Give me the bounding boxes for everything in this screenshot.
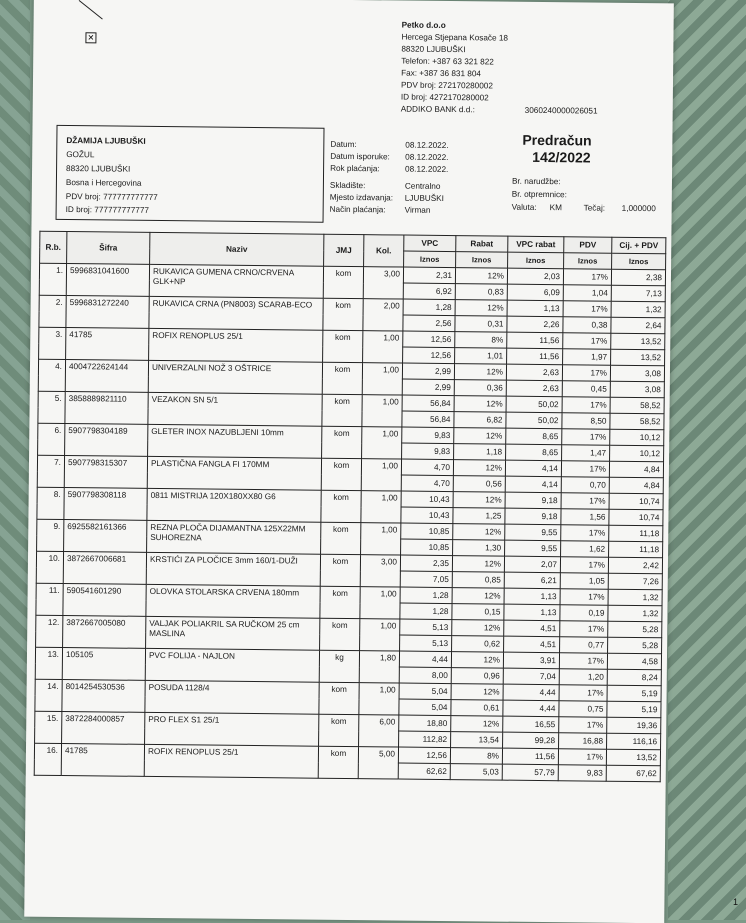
row-vpc-rabat-unit: 4,14 <box>505 460 561 477</box>
header-rabat: Rabat <box>456 236 508 253</box>
row-pdv-total: 1,05 <box>560 573 608 590</box>
row-pdv-total: 0,45 <box>562 381 610 398</box>
row-rabat-total: 1,18 <box>454 444 506 461</box>
row-rabat-total: 1,25 <box>453 508 505 525</box>
row-rabat-pct: 12% <box>452 620 504 637</box>
row-naziv: PRO FLEX S1 25/1 <box>145 712 319 746</box>
subheader-vpc-rabat: Iznos <box>508 252 564 269</box>
row-number: 2. <box>39 295 66 327</box>
row-vpc-unit: 2,35 <box>400 555 452 572</box>
row-rabat-pct: 12% <box>455 300 507 317</box>
seller-address: Hercega Stjepana Kosače 18 <box>401 32 509 43</box>
row-pdv-pct: 17% <box>558 749 606 766</box>
row-cij-pdv-unit: 13,52 <box>611 333 665 350</box>
row-cij-pdv-unit: 4,58 <box>607 653 661 670</box>
skladiste-value: Centralno <box>404 181 441 191</box>
row-vpc-rabat-unit: 11,56 <box>502 748 558 765</box>
row-kol: 1,00 <box>362 395 402 427</box>
row-rabat-pct: 12% <box>452 588 504 605</box>
row-kol: 6,00 <box>359 715 399 747</box>
row-sifra: 5996831041600 <box>66 264 149 297</box>
row-kol: 3,00 <box>363 267 403 299</box>
row-vpc-unit: 10,43 <box>401 491 453 508</box>
row-sifra: 5907798308118 <box>64 488 147 521</box>
header-vpc-rabat: VPC rabat <box>508 236 564 253</box>
row-pdv-pct: 17% <box>559 653 607 670</box>
row-pdv-pct: 17% <box>561 525 609 542</box>
row-sifra: 5907798304189 <box>65 424 148 457</box>
row-vpc-rabat-unit: 1,13 <box>507 300 563 317</box>
row-jmj: kom <box>320 618 360 650</box>
row-rabat-pct: 8% <box>455 332 507 349</box>
document-title: Predračun <box>522 131 592 149</box>
row-vpc-unit: 1,28 <box>403 299 455 316</box>
row-vpc-total: 112,82 <box>399 731 451 748</box>
header-naziv: Naziv <box>150 232 324 266</box>
row-cij-pdv-unit: 2,38 <box>611 269 665 286</box>
row-cij-pdv-unit: 3,08 <box>610 365 664 382</box>
row-jmj: kom <box>320 586 360 618</box>
header-rb: R.b. <box>40 231 67 263</box>
row-pdv-pct: 17% <box>559 685 607 702</box>
row-vpc-unit: 4,70 <box>401 459 453 476</box>
row-kol: 1,80 <box>359 651 399 683</box>
header-kol: Kol. <box>364 235 404 267</box>
header-cij-pdv: Cij. + PDV <box>612 237 666 254</box>
row-sifra: 6925582161366 <box>64 520 147 553</box>
row-kol: 1,00 <box>360 587 400 619</box>
row-vpc-unit: 12,56 <box>398 747 450 764</box>
bank-label: ADDIKO BANK d.d.: <box>400 104 475 115</box>
row-vpc-rabat-total: 7,04 <box>503 668 559 685</box>
row-pdv-pct: 17% <box>559 717 607 734</box>
row-jmj: kom <box>321 522 361 554</box>
mjesto-value: LJUBUŠKI <box>404 193 444 203</box>
row-jmj: kom <box>320 554 360 586</box>
row-pdv-total: 0,19 <box>560 605 608 622</box>
header-pdv: PDV <box>564 237 612 254</box>
narudzbe-label: Br. narudžbe: <box>511 176 561 187</box>
row-sifra: 3872667005080 <box>63 616 146 649</box>
tecaj-label: Tečaj: <box>583 203 606 213</box>
row-rabat-total: 0,85 <box>452 572 504 589</box>
bank-account: 3060240000026051 <box>524 105 598 116</box>
row-vpc-unit: 2,99 <box>402 363 454 380</box>
row-number: 13. <box>35 647 62 679</box>
row-pdv-total: 0,38 <box>563 317 611 334</box>
row-rabat-pct: 12% <box>454 396 506 413</box>
row-naziv: GLETER INOX NAZUBLJENI 10mm <box>148 424 322 458</box>
row-pdv-pct: 17% <box>563 301 611 318</box>
row-number: 12. <box>36 615 63 647</box>
row-number: 16. <box>34 743 61 775</box>
row-naziv: RUKAVICA GUMENA CRNO/CRVENA GLK+NP <box>149 264 323 298</box>
row-vpc-rabat-unit: 11,56 <box>507 332 563 349</box>
datum-label: Datum: <box>330 139 357 150</box>
subheader-rabat: Iznos <box>456 252 508 269</box>
row-cij-pdv-total: 1,32 <box>608 605 662 622</box>
row-kol: 5,00 <box>358 747 398 779</box>
row-rabat-pct: 12% <box>455 268 507 285</box>
row-vpc-total: 1,28 <box>400 603 452 620</box>
row-kol: 1,00 <box>361 459 401 491</box>
isporuka-label: Datum isporuke: <box>330 151 390 162</box>
row-vpc-rabat-total: 99,28 <box>503 732 559 749</box>
row-naziv: RUKAVICA CRNA (PN8003) SCARAB-ECO <box>149 296 323 330</box>
row-rabat-pct: 12% <box>454 428 506 445</box>
row-cij-pdv-total: 5,28 <box>608 637 662 654</box>
subheader-pdv: Iznos <box>564 253 612 270</box>
row-number: 15. <box>35 711 62 743</box>
row-naziv: PVC FOLIJA - NAJLON <box>145 648 319 682</box>
row-pdv-total: 9,83 <box>558 765 606 782</box>
row-vpc-unit: 12,56 <box>403 331 455 348</box>
row-kol: 1,00 <box>361 523 401 555</box>
row-vpc-total: 9,83 <box>402 443 454 460</box>
row-cij-pdv-total: 11,18 <box>609 541 663 558</box>
row-vpc-rabat-unit: 4,44 <box>503 684 559 701</box>
row-rabat-pct: 12% <box>451 684 503 701</box>
row-cij-pdv-total: 116,16 <box>607 733 661 750</box>
row-kol: 1,00 <box>362 363 402 395</box>
row-pdv-total: 1,20 <box>559 669 607 686</box>
row-vpc-total: 2,99 <box>402 379 454 396</box>
row-naziv: OLOVKA STOLARSKA CRVENA 180mm <box>146 584 320 618</box>
row-vpc-rabat-total: 9,18 <box>505 508 561 525</box>
row-rabat-pct: 8% <box>450 748 502 765</box>
row-kol: 1,00 <box>360 619 400 651</box>
row-vpc-total: 62,62 <box>398 763 450 780</box>
row-kol: 2,00 <box>363 299 403 331</box>
row-naziv: KRSTIĆI ZA PLOČICE 3mm 160/1-DUŽI <box>146 552 320 586</box>
row-vpc-rabat-total: 6,09 <box>507 284 563 301</box>
row-jmj: kom <box>319 714 359 746</box>
seller-city: 88320 LJUBUŠKI <box>401 44 466 55</box>
row-pdv-pct: 17% <box>562 397 610 414</box>
row-vpc-rabat-total: 50,02 <box>506 412 562 429</box>
row-cij-pdv-total: 67,62 <box>606 765 660 782</box>
row-pdv-total: 1,56 <box>561 509 609 526</box>
row-pdv-total: 0,70 <box>561 477 609 494</box>
background-right <box>668 0 746 920</box>
row-rabat-total: 0,83 <box>455 284 507 301</box>
row-jmj: kom <box>323 330 363 362</box>
rok-label: Rok plaćanja: <box>330 163 380 174</box>
row-jmj: kom <box>323 266 363 298</box>
row-kol: 3,00 <box>360 555 400 587</box>
row-pdv-total: 1,47 <box>562 445 610 462</box>
row-pdv-total: 1,62 <box>561 541 609 558</box>
row-number: 7. <box>37 455 64 487</box>
row-vpc-unit: 9,83 <box>402 427 454 444</box>
row-cij-pdv-total: 5,19 <box>607 701 661 718</box>
row-vpc-total: 7,05 <box>400 571 452 588</box>
row-jmj: kom <box>322 394 362 426</box>
isporuka-value: 08.12.2022. <box>405 152 449 163</box>
invoice-page <box>24 0 674 923</box>
row-jmj: kg <box>319 650 359 682</box>
row-sifra: 5907798315307 <box>64 456 147 489</box>
row-pdv-total: 16,88 <box>559 733 607 750</box>
row-sifra: 41785 <box>61 744 144 777</box>
otpremnice-label: Br. otpremnice: <box>511 189 567 200</box>
row-vpc-unit: 5,13 <box>400 619 452 636</box>
row-sifra: 4004722624144 <box>65 360 148 393</box>
row-sifra: 3858889821110 <box>65 392 148 425</box>
row-rabat-pct: 12% <box>454 364 506 381</box>
row-vpc-total: 8,00 <box>399 667 451 684</box>
row-vpc-rabat-unit: 50,02 <box>506 396 562 413</box>
row-rabat-pct: 12% <box>453 492 505 509</box>
row-pdv-pct: 17% <box>563 333 611 350</box>
row-vpc-total: 10,43 <box>401 507 453 524</box>
row-cij-pdv-total: 13,52 <box>611 349 665 366</box>
header-jmj: JMJ <box>324 234 364 266</box>
row-jmj: kom <box>322 426 362 458</box>
mjesto-label: Mjesto izdavanja: <box>329 192 394 203</box>
row-vpc-unit: 10,85 <box>401 523 453 540</box>
row-vpc-rabat-total: 1,13 <box>504 604 560 621</box>
row-vpc-rabat-total: 9,55 <box>505 540 561 557</box>
row-pdv-total: 8,50 <box>562 413 610 430</box>
row-jmj: kom <box>319 682 359 714</box>
row-rabat-total: 0,62 <box>452 636 504 653</box>
row-number: 9. <box>37 519 64 551</box>
row-vpc-total: 4,70 <box>401 475 453 492</box>
row-vpc-unit: 2,31 <box>403 267 455 284</box>
buyer-city: 88320 LJUBUŠKI <box>66 164 131 174</box>
close-box-icon: ✕ <box>85 32 96 43</box>
row-sifra: 3872667006681 <box>63 552 146 585</box>
row-rabat-total: 0,96 <box>451 668 503 685</box>
row-jmj: kom <box>323 298 363 330</box>
row-naziv: 0811 MISTRIJA 120X180XX80 G6 <box>147 488 321 522</box>
row-naziv: ROFIX RENOPLUS 25/1 <box>144 744 318 778</box>
valuta-value: KM <box>549 203 563 213</box>
row-rabat-total: 13,54 <box>451 732 503 749</box>
row-rabat-pct: 12% <box>452 556 504 573</box>
row-cij-pdv-total: 4,84 <box>609 477 663 494</box>
row-rabat-total: 0,56 <box>453 476 505 493</box>
row-vpc-rabat-total: 4,51 <box>504 636 560 653</box>
row-cij-pdv-unit: 10,12 <box>610 429 664 446</box>
row-rabat-total: 0,31 <box>455 316 507 333</box>
seller-name: Petko d.o.o <box>401 20 446 30</box>
row-vpc-unit: 18,80 <box>399 715 451 732</box>
row-cij-pdv-total: 8,24 <box>607 669 661 686</box>
row-number: 6. <box>38 423 65 455</box>
buyer-street: GOŽUL <box>66 150 95 160</box>
row-pdv-pct: 17% <box>560 589 608 606</box>
row-cij-pdv-unit: 5,19 <box>607 685 661 702</box>
row-number: 10. <box>36 551 63 583</box>
seller-id: ID broj: 4272170280002 <box>400 92 489 103</box>
row-naziv: PLASTIČNA FANGLA FI 170MM <box>147 456 321 490</box>
row-jmj: kom <box>321 458 361 490</box>
row-vpc-rabat-total: 8,65 <box>506 444 562 461</box>
row-cij-pdv-unit: 58,52 <box>610 397 664 414</box>
row-pdv-pct: 17% <box>560 621 608 638</box>
datum-value: 08.12.2022. <box>405 140 449 151</box>
buyer-pdv: PDV broj: 777777777777 <box>65 192 158 202</box>
row-cij-pdv-unit: 1,32 <box>611 301 665 318</box>
row-rabat-pct: 12% <box>453 524 505 541</box>
row-vpc-unit: 1,28 <box>400 587 452 604</box>
row-sifra: 8014254530536 <box>62 680 145 713</box>
row-rabat-pct: 12% <box>453 460 505 477</box>
row-vpc-rabat-unit: 9,18 <box>505 492 561 509</box>
row-naziv: VEZAKON SN 5/1 <box>148 392 322 426</box>
row-vpc-total: 5,04 <box>399 699 451 716</box>
row-vpc-rabat-unit: 2,63 <box>506 364 562 381</box>
row-naziv: POSUDA 1128/4 <box>145 680 319 714</box>
row-kol: 1,00 <box>361 491 401 523</box>
row-pdv-total: 0,75 <box>559 701 607 718</box>
row-kol: 1,00 <box>362 427 402 459</box>
row-cij-pdv-total: 7,26 <box>608 573 662 590</box>
row-sifra: 590541601290 <box>63 584 146 617</box>
seller-phone: Telefon: +387 63 321 822 <box>401 56 494 67</box>
row-rabat-total: 6,82 <box>454 412 506 429</box>
row-sifra: 5996831272240 <box>66 296 149 329</box>
seller-fax: Fax: +387 36 831 804 <box>401 68 482 79</box>
pen-mark <box>79 0 103 19</box>
row-cij-pdv-total: 10,74 <box>609 509 663 526</box>
row-rabat-pct: 12% <box>451 652 503 669</box>
row-number: 8. <box>37 487 64 519</box>
row-vpc-rabat-total: 6,21 <box>504 572 560 589</box>
items-body <box>34 263 665 782</box>
row-number: 11. <box>36 583 63 615</box>
subheader-vpc: Iznos <box>404 251 456 268</box>
row-vpc-rabat-unit: 9,55 <box>505 524 561 541</box>
row-vpc-rabat-total: 2,63 <box>506 380 562 397</box>
row-vpc-total: 2,56 <box>403 315 455 332</box>
row-jmj: kom <box>318 746 358 778</box>
row-rabat-total: 1,01 <box>455 348 507 365</box>
row-rabat-total: 1,30 <box>453 540 505 557</box>
row-pdv-total: 1,97 <box>563 349 611 366</box>
row-cij-pdv-total: 2,64 <box>611 317 665 334</box>
row-pdv-total: 1,04 <box>563 285 611 302</box>
row-naziv: REZNA PLOČA DIJAMANTNA 125X22MM SUHOREZNA <box>147 520 321 554</box>
row-pdv-pct: 17% <box>562 429 610 446</box>
row-vpc-rabat-total: 4,14 <box>505 476 561 493</box>
skladiste-label: Skladište: <box>329 180 366 191</box>
row-vpc-rabat-total: 11,56 <box>507 348 563 365</box>
row-pdv-pct: 17% <box>560 557 608 574</box>
buyer-name: DŽAMIJA LJUBUŠKI <box>66 136 146 146</box>
row-vpc-total: 12,56 <box>403 347 455 364</box>
row-pdv-pct: 17% <box>562 365 610 382</box>
row-naziv: UNIVERZALNI NOŽ 3 OŠTRICE <box>148 360 322 394</box>
row-cij-pdv-unit: 19,36 <box>607 717 661 734</box>
row-number: 4. <box>38 359 65 391</box>
row-vpc-total: 10,85 <box>401 539 453 556</box>
document-number: 142/2022 <box>532 148 591 166</box>
row-cij-pdv-unit: 5,28 <box>608 621 662 638</box>
row-sifra: 105105 <box>62 648 145 681</box>
row-vpc-rabat-unit: 16,55 <box>503 716 559 733</box>
header-sifra: Šifra <box>67 232 150 265</box>
rok-value: 08.12.2022. <box>405 164 449 175</box>
row-vpc-unit: 5,04 <box>399 683 451 700</box>
row-pdv-pct: 17% <box>561 461 609 478</box>
row-kol: 1,00 <box>359 683 399 715</box>
tecaj-value: 1,000000 <box>621 203 656 214</box>
row-vpc-unit: 56,84 <box>402 395 454 412</box>
row-pdv-pct: 17% <box>563 269 611 286</box>
row-cij-pdv-unit: 1,32 <box>608 589 662 606</box>
row-number: 5. <box>38 391 65 423</box>
row-rabat-total: 0,36 <box>454 380 506 397</box>
row-kol: 1,00 <box>363 331 403 363</box>
row-vpc-rabat-total: 57,79 <box>502 764 558 781</box>
row-cij-pdv-unit: 4,84 <box>609 461 663 478</box>
row-vpc-unit: 4,44 <box>399 651 451 668</box>
row-number: 14. <box>35 679 62 711</box>
row-sifra: 41785 <box>66 328 149 361</box>
row-naziv: ROFIX RENOPLUS 25/1 <box>149 328 323 362</box>
row-vpc-rabat-unit: 2,03 <box>507 268 563 285</box>
seller-pdv: PDV broj: 272170280002 <box>400 80 493 91</box>
row-pdv-total: 0,77 <box>560 637 608 654</box>
row-vpc-rabat-unit: 2,07 <box>504 556 560 573</box>
buyer-country: Bosna i Hercegovina <box>65 178 142 188</box>
row-cij-pdv-total: 10,12 <box>610 445 664 462</box>
row-vpc-total: 56,84 <box>402 411 454 428</box>
row-vpc-rabat-total: 4,44 <box>503 700 559 717</box>
row-cij-pdv-unit: 10,74 <box>609 493 663 510</box>
row-number: 3. <box>39 327 66 359</box>
row-cij-pdv-unit: 2,42 <box>608 557 662 574</box>
header-vpc: VPC <box>404 235 456 252</box>
row-rabat-total: 0,61 <box>451 700 503 717</box>
row-vpc-rabat-unit: 3,91 <box>503 652 559 669</box>
row-rabat-total: 0,15 <box>452 604 504 621</box>
row-jmj: kom <box>321 490 361 522</box>
row-pdv-pct: 17% <box>561 493 609 510</box>
row-cij-pdv-total: 3,08 <box>610 381 664 398</box>
row-vpc-rabat-unit: 1,13 <box>504 588 560 605</box>
row-cij-pdv-total: 7,13 <box>611 285 665 302</box>
nacin-value: Virman <box>404 205 431 215</box>
row-vpc-total: 6,92 <box>403 283 455 300</box>
items-table <box>34 231 667 783</box>
page-number: 1 <box>733 897 739 907</box>
nacin-label: Način plaćanja: <box>329 204 386 215</box>
row-number: 1. <box>39 263 66 295</box>
row-cij-pdv-unit: 11,18 <box>609 525 663 542</box>
row-vpc-rabat-total: 2,26 <box>507 316 563 333</box>
row-jmj: kom <box>322 362 362 394</box>
row-cij-pdv-unit: 13,52 <box>606 749 660 766</box>
row-naziv: VALJAK POLIAKRIL SA RUČKOM 25 cm MASLINA <box>146 616 320 650</box>
valuta-label: Valuta: <box>511 202 537 212</box>
row-sifra: 3872284000857 <box>62 712 145 745</box>
row-rabat-total: 5,03 <box>450 764 502 781</box>
subheader-cij-pdv: Iznos <box>612 253 666 270</box>
row-vpc-rabat-unit: 8,65 <box>506 428 562 445</box>
row-vpc-total: 5,13 <box>400 635 452 652</box>
row-cij-pdv-total: 58,52 <box>610 413 664 430</box>
buyer-id: ID broj: 777777777777 <box>65 205 149 215</box>
row-vpc-rabat-unit: 4,51 <box>504 620 560 637</box>
row-rabat-pct: 12% <box>451 716 503 733</box>
